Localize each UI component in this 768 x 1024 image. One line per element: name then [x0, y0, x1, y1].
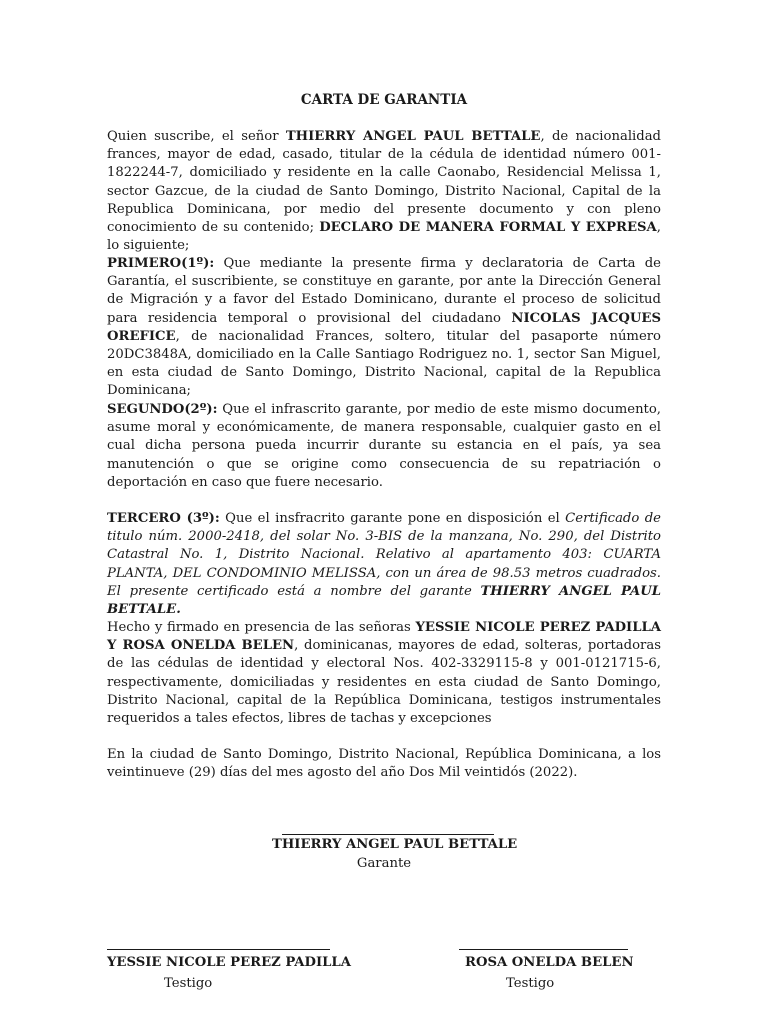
text-run: , de nacionalidad frances, mayor de edad, casado, titular de la cédula de identidad número 001-1822244-7, domiciliado y residente en la calle Caonabo, Residencial Melissa 1, sector Gazcue, de la ciudad de Santo Domingo, Distrito Nacional, Capital de la Republica Dominicana, por medio del presente documento y con pleno conocimiento de su contenido;: [107, 129, 661, 236]
witnesses-paragraph: [107, 619, 661, 728]
clause-second-paragraph: [107, 401, 661, 492]
guarantor-signature-line: [282, 834, 494, 835]
witness1-signature-line: [107, 949, 330, 950]
text-run: , lo siguiente;: [107, 220, 661, 254]
intro-paragraph: [107, 128, 661, 255]
witness2-signature-role: Testigo: [506, 976, 555, 991]
text-run: Que el infrascrito garante, por medio de este mismo documento, asume moral y económicamente, de manera responsable, cualquier gasto en el cual dicha persona pueda incurrir durante su estancia en el país, ya sea manutención o que se origine como consecuencia de su repatriación o deportación en caso que fuere necesario.: [107, 402, 661, 490]
clause-third-paragraph: [107, 510, 661, 619]
guarantor-name-bold: THIERRY ANGEL PAUL BETTALE: [285, 129, 541, 144]
guarantor-signature-name: THIERRY ANGEL PAUL BETTALE: [272, 837, 518, 852]
witness2-signature-name: ROSA ONELDA BELEN: [465, 955, 634, 970]
text-run: En la ciudad de Santo Domingo, Distrito Nacional, República Dominicana, a los veintinueve (29) días del mes agosto del año Dos Mil veintidós (2022).: [107, 747, 661, 781]
guarantor-signature-role: Garante: [356, 856, 412, 871]
beneficiary-name-bold: NICOLAS JACQUES OREFICE: [107, 310, 661, 344]
text-run: Que mediante la presente firma y declaratoria de Carta de Garantía, el suscribiente, se constituye en garante, por ante la Dirección General de Migración y a favor del Estado Dominicano, durante el proceso de solicitud para residencia temporal o provisional del ciudadano: [107, 256, 661, 326]
guarantor-name-bold-italic: THIERRY ANGEL PAUL BETTALE.: [107, 583, 662, 618]
witness1-signature-name: YESSIE NICOLE PEREZ PADILLA: [107, 955, 351, 970]
witness-names-bold: YESSIE NICOLE PEREZ PADILLA Y ROSA ONELDA BELEN: [107, 620, 661, 654]
date-paragraph: [107, 746, 661, 782]
witness2-signature-line: [459, 949, 628, 950]
clause-heading: SEGUNDO(2º):: [107, 402, 218, 417]
clause-heading: PRIMERO(1º):: [107, 256, 215, 271]
clause-first-paragraph: [107, 255, 661, 401]
certificate-italic-text: Certificado de titulo núm. 2000-2418, del solar No. 3-BIS de la manzana, No. 290, del Distrito Catastral No. 1, Distrito Nacional. Relativo al apartamento 403: CUARTA PLANTA, DEL CONDOMINIO MELISSA, con un área de 98.53 metros cuadrados. El presente certificado está a nombre del garante: [107, 511, 661, 599]
document-title: CARTA DE GARANTIA: [300, 92, 468, 108]
declaration-bold: DECLARO DE MANERA FORMAL Y EXPRESA: [319, 220, 657, 236]
text-run: Quien suscribe, el señor: [107, 129, 286, 144]
witness1-signature-role: Testigo: [164, 976, 213, 991]
text-run: Que el insfracrito garante pone en disposición el: [219, 511, 566, 526]
clause-heading: TERCERO (3º):: [107, 511, 220, 526]
text-run: , dominicanas, mayores de edad, solteras, portadoras de las cédulas de identidad y electoral Nos. 402-3329115-8 y 001-0121715-6, respectivamente, domiciliadas y residentes en esta ciudad de Santo Domingo, Distrito Nacional, capital de la República Dominicana, testigos instrumentales requeridos a tales efectos, libres de tachas y excepciones: [107, 638, 661, 727]
text-run: Hecho y firmado en presencia de las señoras: [107, 620, 416, 635]
text-run: , de nacionalidad Frances, soltero, titular del pasaporte número 20DC3848A, domiciliado en la Calle Santiago Rodriguez no. 1, sector San Miguel, en esta ciudad de Santo Domingo, Distrito Nacional, capital de la Republica Dominicana;: [107, 328, 661, 399]
